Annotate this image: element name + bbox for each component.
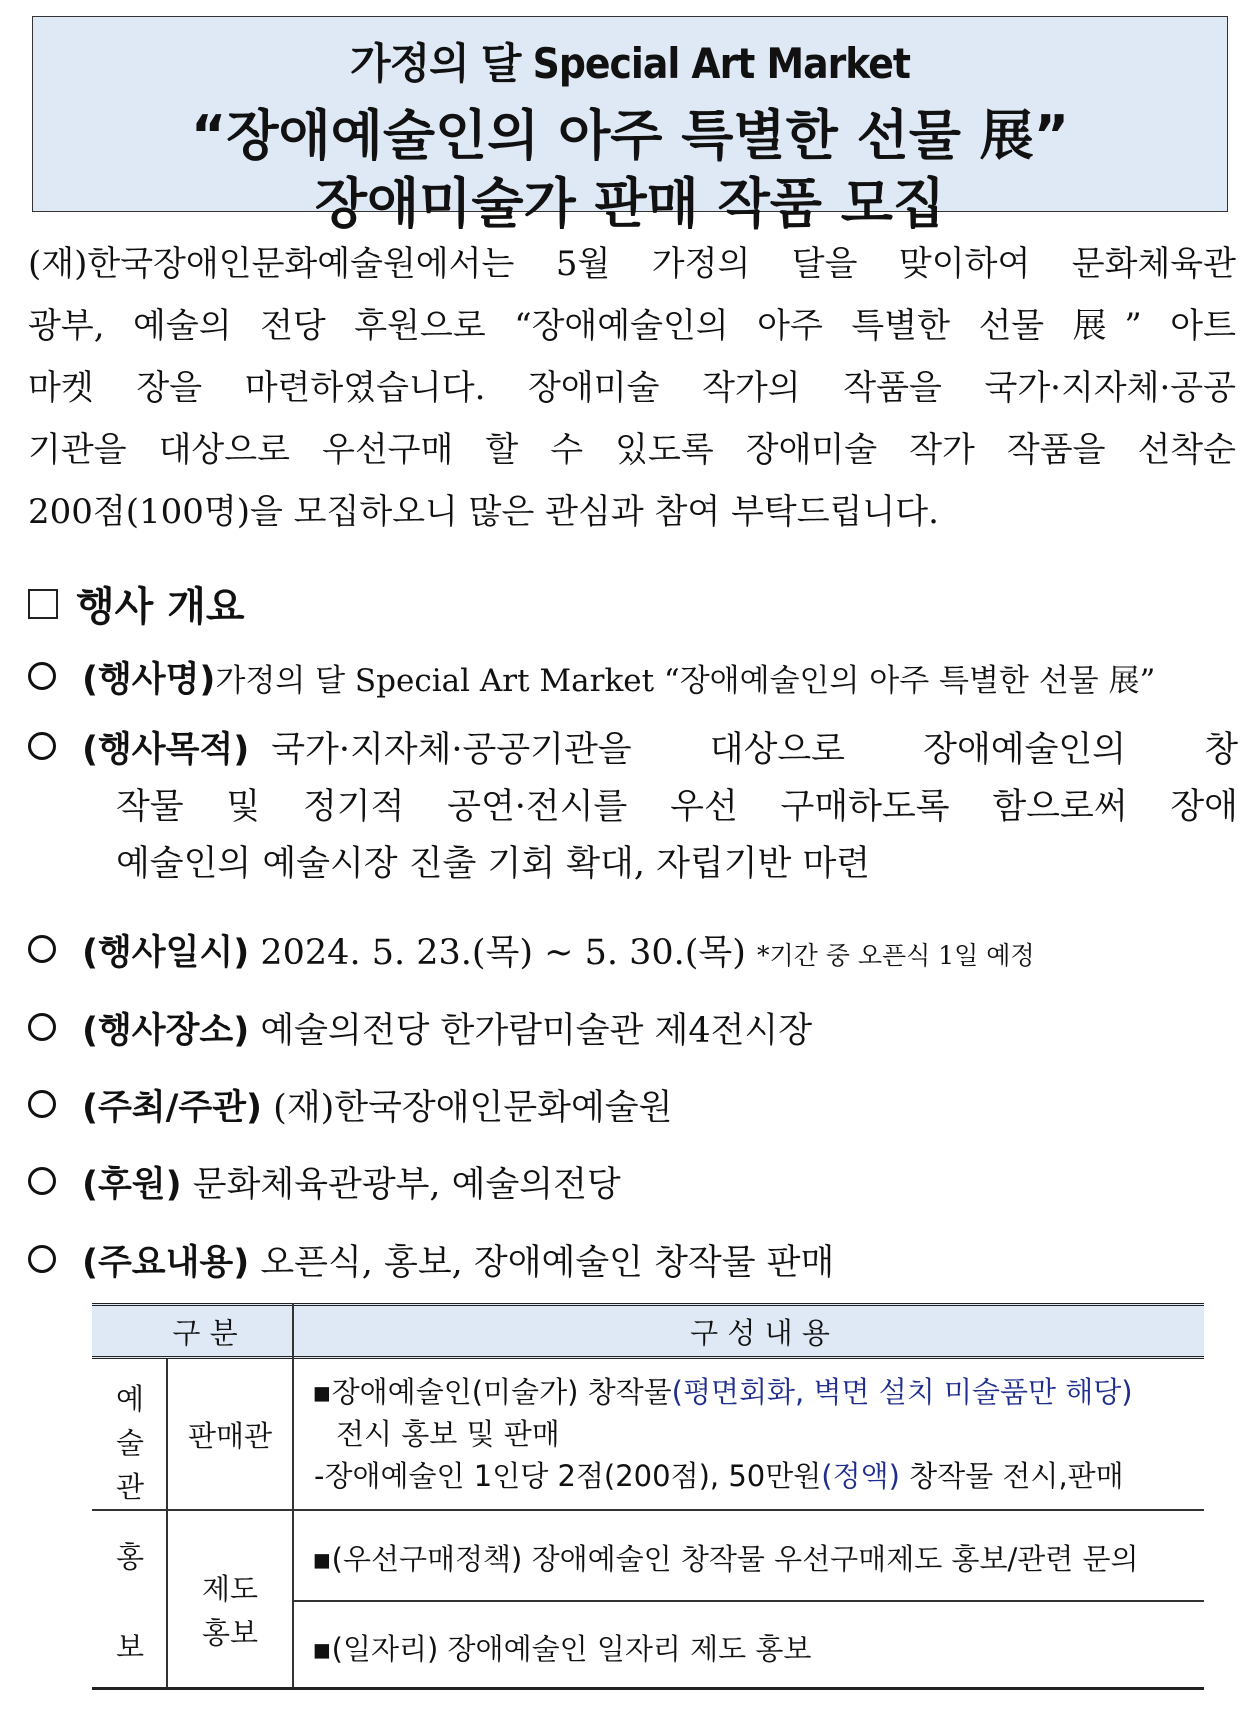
circle-bullet-icon bbox=[28, 662, 56, 690]
circle-bullet-icon bbox=[28, 935, 56, 963]
group-char: 관 bbox=[115, 1470, 144, 1504]
item-date bbox=[28, 925, 1238, 975]
table-sub-sales-hall: 판매관 bbox=[187, 1419, 273, 1453]
item-purpose bbox=[28, 722, 1238, 892]
sub-line: 홍보 bbox=[201, 1616, 259, 1650]
item-text: 작물 및 정기적 공연·전시를 우선 구매하도록 함으로써 장애 bbox=[116, 787, 1238, 827]
table-bottom-border bbox=[92, 1687, 1204, 1690]
item-event-name bbox=[28, 652, 1238, 702]
circle-bullet-icon bbox=[28, 732, 56, 760]
title-box bbox=[32, 16, 1228, 235]
cell-text-highlight: (정액) bbox=[821, 1459, 900, 1493]
item-text: 예술의전당 한가람미술관 제4전시장 bbox=[260, 1011, 813, 1051]
table-cell-line bbox=[312, 1370, 1133, 1411]
circle-bullet-icon bbox=[28, 1013, 56, 1041]
intro-line: (재)한국장애인문화예술원에서는 5월 가정의 달을 맞이하여 문화체육관 bbox=[28, 244, 1236, 284]
item-label: (행사일시) bbox=[82, 933, 250, 973]
table-divider bbox=[292, 1600, 1204, 1602]
item-note: *기간 중 오픈식 1일 예정 bbox=[757, 941, 1035, 970]
cell-text: -장애예술인 1인당 2점(200점), 50만원 bbox=[314, 1459, 822, 1493]
table-divider bbox=[92, 1509, 1204, 1511]
table-cell-line bbox=[314, 1454, 1124, 1495]
table-header-content: 구 성 내 용 bbox=[690, 1316, 830, 1350]
sub-line: 제도 bbox=[201, 1572, 259, 1606]
table-sub-system-promo bbox=[172, 1567, 288, 1655]
item-label: (주최/주관) bbox=[82, 1088, 263, 1128]
title-line-3: 장애미술가 판매 작품 모집 bbox=[314, 172, 946, 235]
item-place bbox=[28, 1003, 1238, 1053]
item-label: (주요내용) bbox=[82, 1243, 250, 1283]
item-text: 예술인의 예술시장 진출 기회 확대, 자립기반 마련 bbox=[116, 844, 871, 884]
table-divider bbox=[166, 1359, 168, 1689]
table-group-promo-char: 홍 bbox=[115, 1540, 144, 1574]
item-host bbox=[28, 1080, 1238, 1130]
section-heading bbox=[28, 575, 245, 632]
item-content bbox=[28, 1235, 1238, 1285]
title-line-2: “장애예술인의 아주 특별한 선물 展” bbox=[190, 104, 1070, 167]
cell-text: 창작물 전시,판매 bbox=[899, 1459, 1124, 1493]
cell-text: ▪장애예술인(미술가) 창작물 bbox=[312, 1375, 672, 1409]
table-cell-line: 전시 홍보 및 판매 bbox=[336, 1417, 560, 1451]
item-text: 오픈식, 홍보, 장애예술인 창작물 판매 bbox=[260, 1243, 835, 1283]
checkbox-square-icon bbox=[28, 589, 58, 619]
item-text: 문화체육관광부, 예술의전당 bbox=[192, 1165, 621, 1205]
item-text: 2024. 5. 23.(목) ~ 5. 30.(목) bbox=[260, 933, 746, 973]
item-label: (행사장소) bbox=[82, 1011, 250, 1051]
item-text: 가정의 달 Special Art Market “장애예술인의 아주 특별한 선물 展” bbox=[215, 663, 1156, 699]
item-label: (후원) bbox=[82, 1165, 182, 1205]
item-sponsor bbox=[28, 1157, 1238, 1207]
item-text: (재)한국장애인문화예술원 bbox=[273, 1088, 673, 1128]
intro-line: 기관을 대상으로 우선구매 할 수 있도록 장애미술 작가 작품을 선착순 bbox=[28, 430, 1236, 470]
intro-paragraph bbox=[28, 233, 1236, 543]
circle-bullet-icon bbox=[28, 1245, 56, 1273]
table-group-art bbox=[112, 1377, 148, 1509]
circle-bullet-icon bbox=[28, 1167, 56, 1195]
intro-line: 200점(100명)을 모집하오니 많은 관심과 참여 부탁드립니다. bbox=[28, 492, 939, 532]
group-char: 예 bbox=[115, 1382, 144, 1416]
item-text: 국가·지자체·공공기관을 대상으로 장애예술인의 창 bbox=[271, 730, 1238, 770]
intro-line: 마켓 장을 마련하였습니다. 장애미술 작가의 작품을 국가·지자체·공공 bbox=[28, 368, 1236, 408]
section-title: 행사 개요 bbox=[76, 584, 245, 630]
table-header-category: 구 분 bbox=[172, 1316, 238, 1350]
circle-bullet-icon bbox=[28, 1090, 56, 1118]
table-cell-line: ▪(우선구매정책) 장애예술인 창작물 우선구매제도 홍보/관련 문의 bbox=[312, 1542, 1139, 1576]
item-label: (행사명) bbox=[82, 660, 216, 700]
title-line-1: 가정의 달 Special Art Market bbox=[350, 39, 910, 88]
group-char: 술 bbox=[115, 1426, 144, 1460]
item-label: (행사목적) bbox=[82, 730, 250, 770]
cell-text-highlight: (평면회화, 벽면 설치 미술품만 해당) bbox=[671, 1375, 1133, 1409]
table-divider bbox=[292, 1303, 294, 1689]
table-group-promo-char: 보 bbox=[115, 1630, 144, 1664]
table-cell-line: ▪(일자리) 장애예술인 일자리 제도 홍보 bbox=[312, 1632, 812, 1666]
intro-line: 광부, 예술의 전당 후원으로 “장애예술인의 아주 특별한 선물 展” 아트 bbox=[28, 306, 1236, 346]
